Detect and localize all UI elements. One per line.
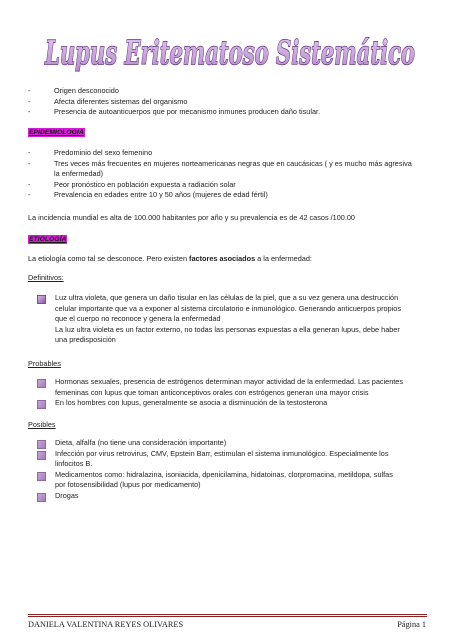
definitivos-list [37, 293, 427, 346]
bullet-square-icon [37, 400, 46, 409]
posibles-heading: Posibles [28, 420, 56, 429]
bullet-square-icon [37, 472, 46, 481]
list-item: Medicamentos como: hidralazina, isoniacida, dpenicilamina, hidatoinas, clorpromacina, metildopa, sulfas por fotosensibilidad (lupus por medicamento) [37, 470, 427, 491]
bullet-square-icon [37, 295, 46, 304]
list-item: - Presencia de autoanticuerpos que por mecanismo inmunes producen daño tisular. [28, 107, 321, 117]
footer-divider [28, 616, 427, 617]
title-text: Lupus Eritematoso Sistemático [44, 33, 415, 72]
section-tag-etiologia: ETIOLOGÍA [29, 236, 67, 243]
posibles-list [37, 438, 427, 502]
footer-divider [28, 614, 427, 615]
page-title [40, 24, 420, 78]
list-item: - Predominio del sexo femenino [28, 148, 153, 157]
list-item: - Afecta diferentes sistemas del organismo [28, 96, 188, 106]
etiologia-intro: La etiología como tal se desconoce. Pero existen factores asociados a la enfermedad: [28, 254, 312, 263]
list-item: - Tres veces más frecuentes en mujeres norteamericanas negras que en caucásicas ( y es mucho más agresiva [28, 158, 412, 168]
list-item: En los hombres con lupus, generalmente se asocia a disminución de la testosterona [37, 398, 427, 409]
epidemiologia-list [28, 148, 412, 201]
list-item: la enfermedad) [54, 169, 104, 179]
intro-list [28, 86, 320, 118]
section-tag-epidemiologia: EPIDEMIOLOGIA [29, 129, 84, 136]
probables-list [37, 377, 427, 409]
bullet-square-icon [37, 493, 46, 502]
list-item: Hormonas sexuales, presencia de estrógenos determinan mayor actividad de la enfermedad. Las pacientes femeninas con lupus que toman anticonceptivos orales con estrógenos generan una mayor crisis [37, 377, 427, 398]
list-item: Infección por virus retrovirus, CMV, Epstein Barr, estimulan el sistema inmunológico. Especialmente los linfocitos B. [37, 449, 427, 470]
list-item: Drogas [37, 491, 427, 502]
incidence-text: La incidencia mundial es alta de 100.000 habitantes por año y su prevalencia es de 42 casos /100.00 [28, 213, 355, 222]
list-item: - Prevalencia en edades entre 10 y 50 años (mujeres de edad fértil) [28, 190, 268, 200]
definitivos-heading: Definitivos: [28, 273, 64, 282]
list-item: - Peor pronóstico en población expuesta a radiación solar [28, 179, 236, 189]
list-item: Luz ultra violeta, que genera un daño tisular en las células de la piel, que a su vez genera una destrucción celular importante que va a exponer al sistema circulatorio e inmunológico. Generando anticuerpos propios que el cuerpo no reconoce y genera la enfermedad La luz ultra violeta es un factor externo, no todas las personas expuestas a ella generan lupus, debe haber una predisposición [37, 293, 427, 346]
footer-page-number: Página 1 [397, 620, 426, 629]
probables-heading: Probables [28, 359, 61, 368]
bullet-square-icon [37, 451, 46, 460]
bullet-square-icon [37, 379, 46, 388]
list-item: - Origen desconocido [28, 86, 119, 95]
footer-author: DANIELA VALENTINA REYES OLIVARES [28, 620, 184, 629]
list-item: Dieta, alfalfa (no tiene una consideración importante) [37, 438, 427, 449]
